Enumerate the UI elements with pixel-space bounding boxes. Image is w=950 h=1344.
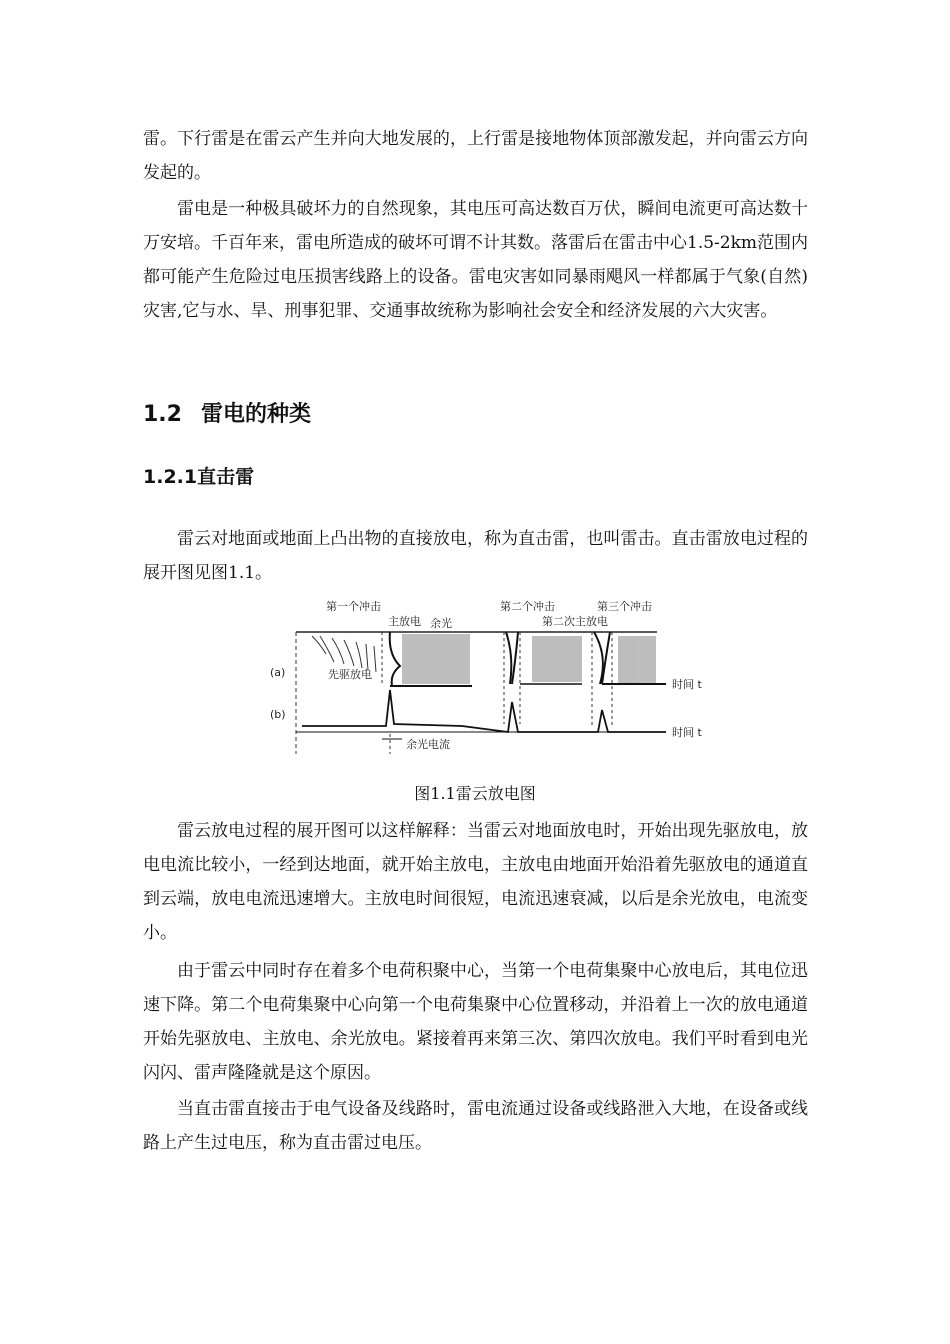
paragraph-direct-lightning: 雷云对地面或地面上凸出物的直接放电，称为直击雷，也叫雷击。直击雷放电过程的展开图见图1.1。 [143,529,808,583]
lightning-discharge-figure [262,594,702,766]
paragraph-lightning-direction: 雷。下行雷是在雷云产生并向大地发展的，上行雷是接地物体顶部激发起，并向雷云方向发起的。 [143,129,808,183]
section-title: 雷电的种类 [201,402,312,427]
main-channel-3 [594,632,603,684]
label-main-discharge: 主放电 [388,615,421,628]
paragraph-direct-overvoltage: 当直击雷直接击于电气设备及线路时，雷电流通过设备或线路泄入大地，在设备或线路上产生过电压，称为直击雷过电压。 [143,1099,808,1153]
label-row-b: (b) [270,708,286,721]
paragraph-multiple-centers: 由于雷云中同时存在着多个电荷积聚中心，当第一个电荷集聚中心放电后，其电位迅速下降。第二个电荷集聚中心向第一个电荷集聚中心位置移动，并沿着上一次的放电通道开始先驱放电、主放电、余光放电。紧接着再来第三次、第四次放电。我们平时看到电光闪闪、雷声隆隆就是这个原因。 [143,961,808,1083]
label-second-strike: 第二个冲击 [500,600,555,613]
label-second-main-discharge: 第二次主放电 [542,615,608,628]
figure-caption: 图1.1雷云放电图 [414,784,536,803]
label-time-b: 时间 t [672,726,702,739]
section-heading [143,397,311,428]
main-channel-1 [390,632,400,686]
label-third-strike: 第三个冲击 [597,600,652,613]
label-afterglow: 余光 [430,617,452,630]
label-pilot-discharge: 先驱放电 [328,668,372,681]
main-channel-2 [506,632,511,684]
label-time-a: 时间 t [672,678,702,691]
section-number: 1.2 [143,402,182,427]
paragraph-lightning-danger: 雷电是一种极具破坏力的自然现象，其电压可高达数百万伏，瞬间电流更可高达数十万安培。千百年来，雷电所造成的破坏可谓不计其数。落雷后在雷击中心1.5-2km范围内都可能产生危险过电压损害线路上的设备。雷电灾害如同暴雨飓风一样都属于气象(自然)灾害,它与水、旱、刑事犯罪、交通事故统称为影响社会安全和经济发展的六大灾害。 [143,199,809,321]
paragraph-discharge-explanation: 雷云放电过程的展开图可以这样解释：当雷云对地面放电时，开始出现先驱放电，放电电流比较小，一经到达地面，就开始主放电，主放电由地面开始沿着先驱放电的通道直到云端，放电电流迅速增大。主放电时间很短，电流迅速衰减，以后是余光放电，电流变小。 [143,821,808,943]
pilot-branches [312,636,376,672]
label-afterglow-current: 余光电流 [406,738,450,751]
label-row-a: (a) [270,666,286,679]
subsection-heading: 1.2.1直击雷 [143,466,255,488]
current-waveform [302,690,666,732]
label-first-strike: 第一个冲击 [326,600,381,613]
stipple-regions [402,634,656,684]
